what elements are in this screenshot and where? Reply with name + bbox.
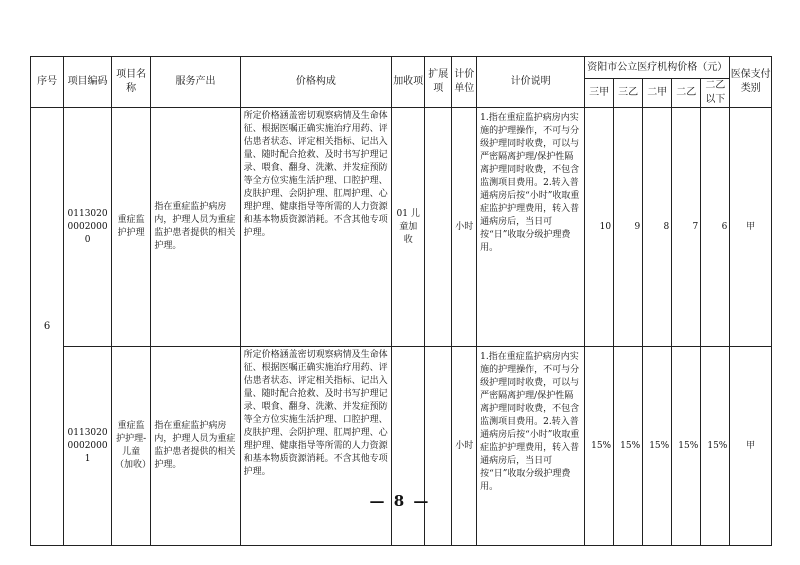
header-surcharge: 加收项 xyxy=(392,57,425,108)
header-service: 服务产出 xyxy=(151,57,240,108)
price-cell: 8 xyxy=(643,108,672,347)
header-price-group: 资阳市公立医疗机构价格（元） xyxy=(585,57,730,79)
price-cell: 7 xyxy=(672,108,701,347)
page-number: — 8 — xyxy=(369,492,431,510)
price-table xyxy=(30,56,772,546)
extension-cell xyxy=(425,108,452,347)
header-level: 二甲 xyxy=(643,79,672,108)
surcharge-cell xyxy=(392,347,425,546)
header-level: 二乙以下 xyxy=(701,79,730,108)
header-insurance: 医保支付类别 xyxy=(730,57,772,108)
header-row xyxy=(31,57,772,79)
service-cell: 指在重症监护病房内，护理人员为重症监护患者提供的相关护理。 xyxy=(151,108,240,347)
header-name: 项目名称 xyxy=(111,57,150,108)
code-cell: 011302000020000 xyxy=(64,108,112,347)
table-row xyxy=(31,108,772,347)
insurance-cell: 甲 xyxy=(730,347,772,546)
price-cell: 15% xyxy=(701,347,730,546)
code-cell: 011302000020001 xyxy=(64,347,112,546)
name-cell: 重症监护护理-儿童（加收） xyxy=(111,347,150,546)
extension-cell xyxy=(425,347,452,546)
surcharge-cell: 01 儿童加收 xyxy=(392,108,425,347)
price-cell: 15% xyxy=(643,347,672,546)
insurance-cell: 甲 xyxy=(730,108,772,347)
price-cell: 15% xyxy=(672,347,701,546)
service-cell: 指在重症监护病房内，护理人员为重症监护患者提供的相关护理。 xyxy=(151,347,240,546)
header-composition: 价格构成 xyxy=(240,57,392,108)
header-extension: 扩展项 xyxy=(425,57,452,108)
header-level: 二乙 xyxy=(672,79,701,108)
table-row xyxy=(31,347,772,546)
header-unit: 计价单位 xyxy=(452,57,477,108)
price-cell: 15% xyxy=(585,347,614,546)
name-cell: 重症监护护理 xyxy=(111,108,150,347)
composition-cell: 所定价格涵盖密切观察病情及生命体征、根据医嘱正确实施治疗用药、评估患者状态、评定相关指标、记出入量、随时配合抢救、及时书写护理记录、喂食、翻身、洗漱、并发症预防等全方位实施生活护理、口腔护理、皮肤护理、会阴护理、肛周护理、心理护理、健康指导等所需的人力资源和基本物质资源消耗。不含其他专项护理。 xyxy=(240,108,392,347)
header-seq: 序号 xyxy=(31,57,64,108)
header-level: 三甲 xyxy=(585,79,614,108)
seq-cell: 6 xyxy=(31,108,64,546)
price-cell: 15% xyxy=(614,347,643,546)
explanation-cell: 1.指在重症监护病房内实施的护理操作，不可与分级护理同时收费，可以与严密隔离护理/保护性隔离护理同时收费，不包含监测项目费用。2.转入普通病房后按“小时”收取重症监护护理费用，转入普通病房后，当日可按“日”收取分级护理费用。 xyxy=(477,347,585,546)
price-cell: 10 xyxy=(585,108,614,347)
composition-cell: 所定价格涵盖密切观察病情及生命体征、根据医嘱正确实施治疗用药、评估患者状态、评定相关指标、记出入量、随时配合抢救、及时书写护理记录、喂食、翻身、洗漱、并发症预防等全方位实施生活护理、口腔护理、皮肤护理、会阴护理、肛周护理、心理护理、健康指导等所需的人力资源和基本物质资源消耗。不含其他专项护理。 xyxy=(240,347,392,546)
header-explanation: 计价说明 xyxy=(477,57,585,108)
unit-cell: 小时 xyxy=(452,108,477,347)
unit-cell: 小时 xyxy=(452,347,477,546)
header-code: 项目编码 xyxy=(64,57,112,108)
explanation-cell: 1.指在重症监护病房内实施的护理操作，不可与分级护理同时收费，可以与严密隔离护理/保护性隔离护理同时收费，不包含监测项目费用。2.转入普通病房后按“小时”收取重症监护护理费用，转入普通病房后，当日可按“日”收取分级护理费用。 xyxy=(477,108,585,347)
price-cell: 9 xyxy=(614,108,643,347)
price-cell: 6 xyxy=(701,108,730,347)
header-level: 三乙 xyxy=(614,79,643,108)
